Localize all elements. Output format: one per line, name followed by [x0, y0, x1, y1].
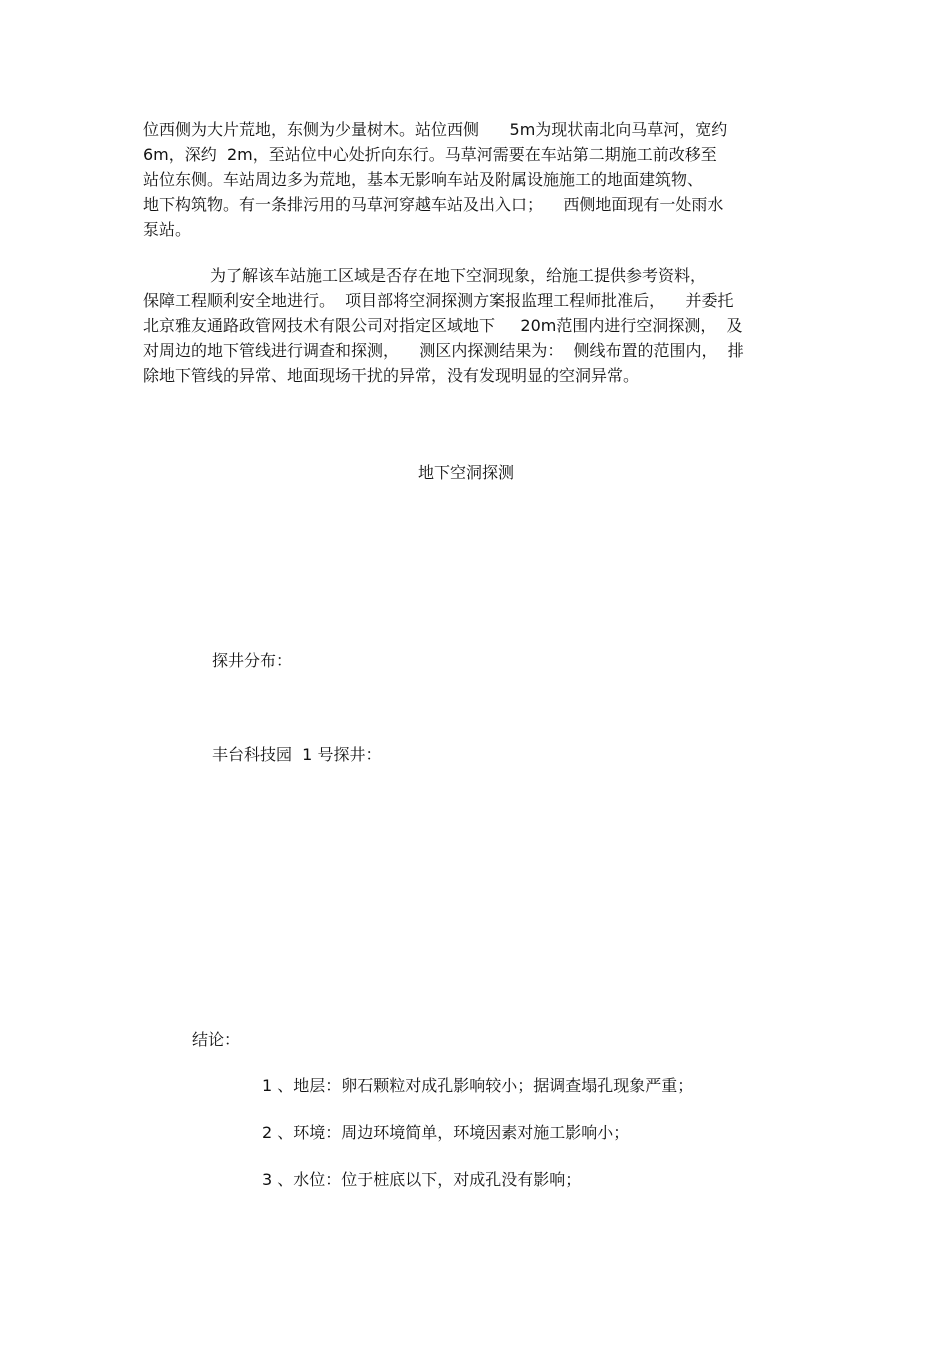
conclusion-item: 3 、水位：位于桩底以下，对成孔没有影响； — [262, 1170, 582, 1189]
paragraph-line: 6m，深约 2m，至站位中心处折向东行。马草河需要在车站第二期施工前改移至 — [143, 145, 717, 164]
paragraph-line: 位西侧为大片荒地，东侧为少量树木。站位西侧 5m为现状南北向马草河，宽约 — [143, 120, 728, 139]
paragraph-line: 站位东侧。车站周边多为荒地，基本无影响车站及附属设施施工的地面建筑物、 — [143, 170, 704, 189]
conclusion-item: 1 、地层：卵石颗粒对成孔影响较小；据调查塌孔现象严重； — [262, 1076, 694, 1095]
paragraph-line: 对周边的地下管线进行调查和探测， 测区内探测结果为： 侧线布置的范围内， 排 — [143, 341, 744, 360]
well-distribution-label: 探井分布： — [212, 651, 293, 670]
paragraph-line: 为了解该车站施工区域是否存在地下空洞现象，给施工提供参考资料， — [210, 266, 707, 285]
paragraph-line: 泵站。 — [143, 220, 192, 239]
paragraph-line: 保障工程顺利安全地进行。 项目部将空洞探测方案报监理工程师批准后， 并委托 — [143, 291, 734, 310]
section-title: 地下空洞探测 — [418, 463, 515, 482]
conclusion-item: 2 、环境：周边环境简单，环境因素对施工影响小； — [262, 1123, 630, 1142]
paragraph-line: 除地下管线的异常、地面现场干扰的异常，没有发现明显的空洞异常。 — [143, 366, 640, 385]
paragraph-line: 地下构筑物。有一条排污用的马草河穿越车站及出入口； 西侧地面现有一处雨水 — [143, 195, 724, 214]
paragraph-line: 北京雅友通路政管网技术有限公司对指定区域地下 20m范围内进行空洞探测， 及 — [143, 316, 743, 335]
conclusion-heading: 结论： — [192, 1030, 241, 1049]
well-1-label: 丰台科技园 1 号探井： — [212, 745, 382, 764]
